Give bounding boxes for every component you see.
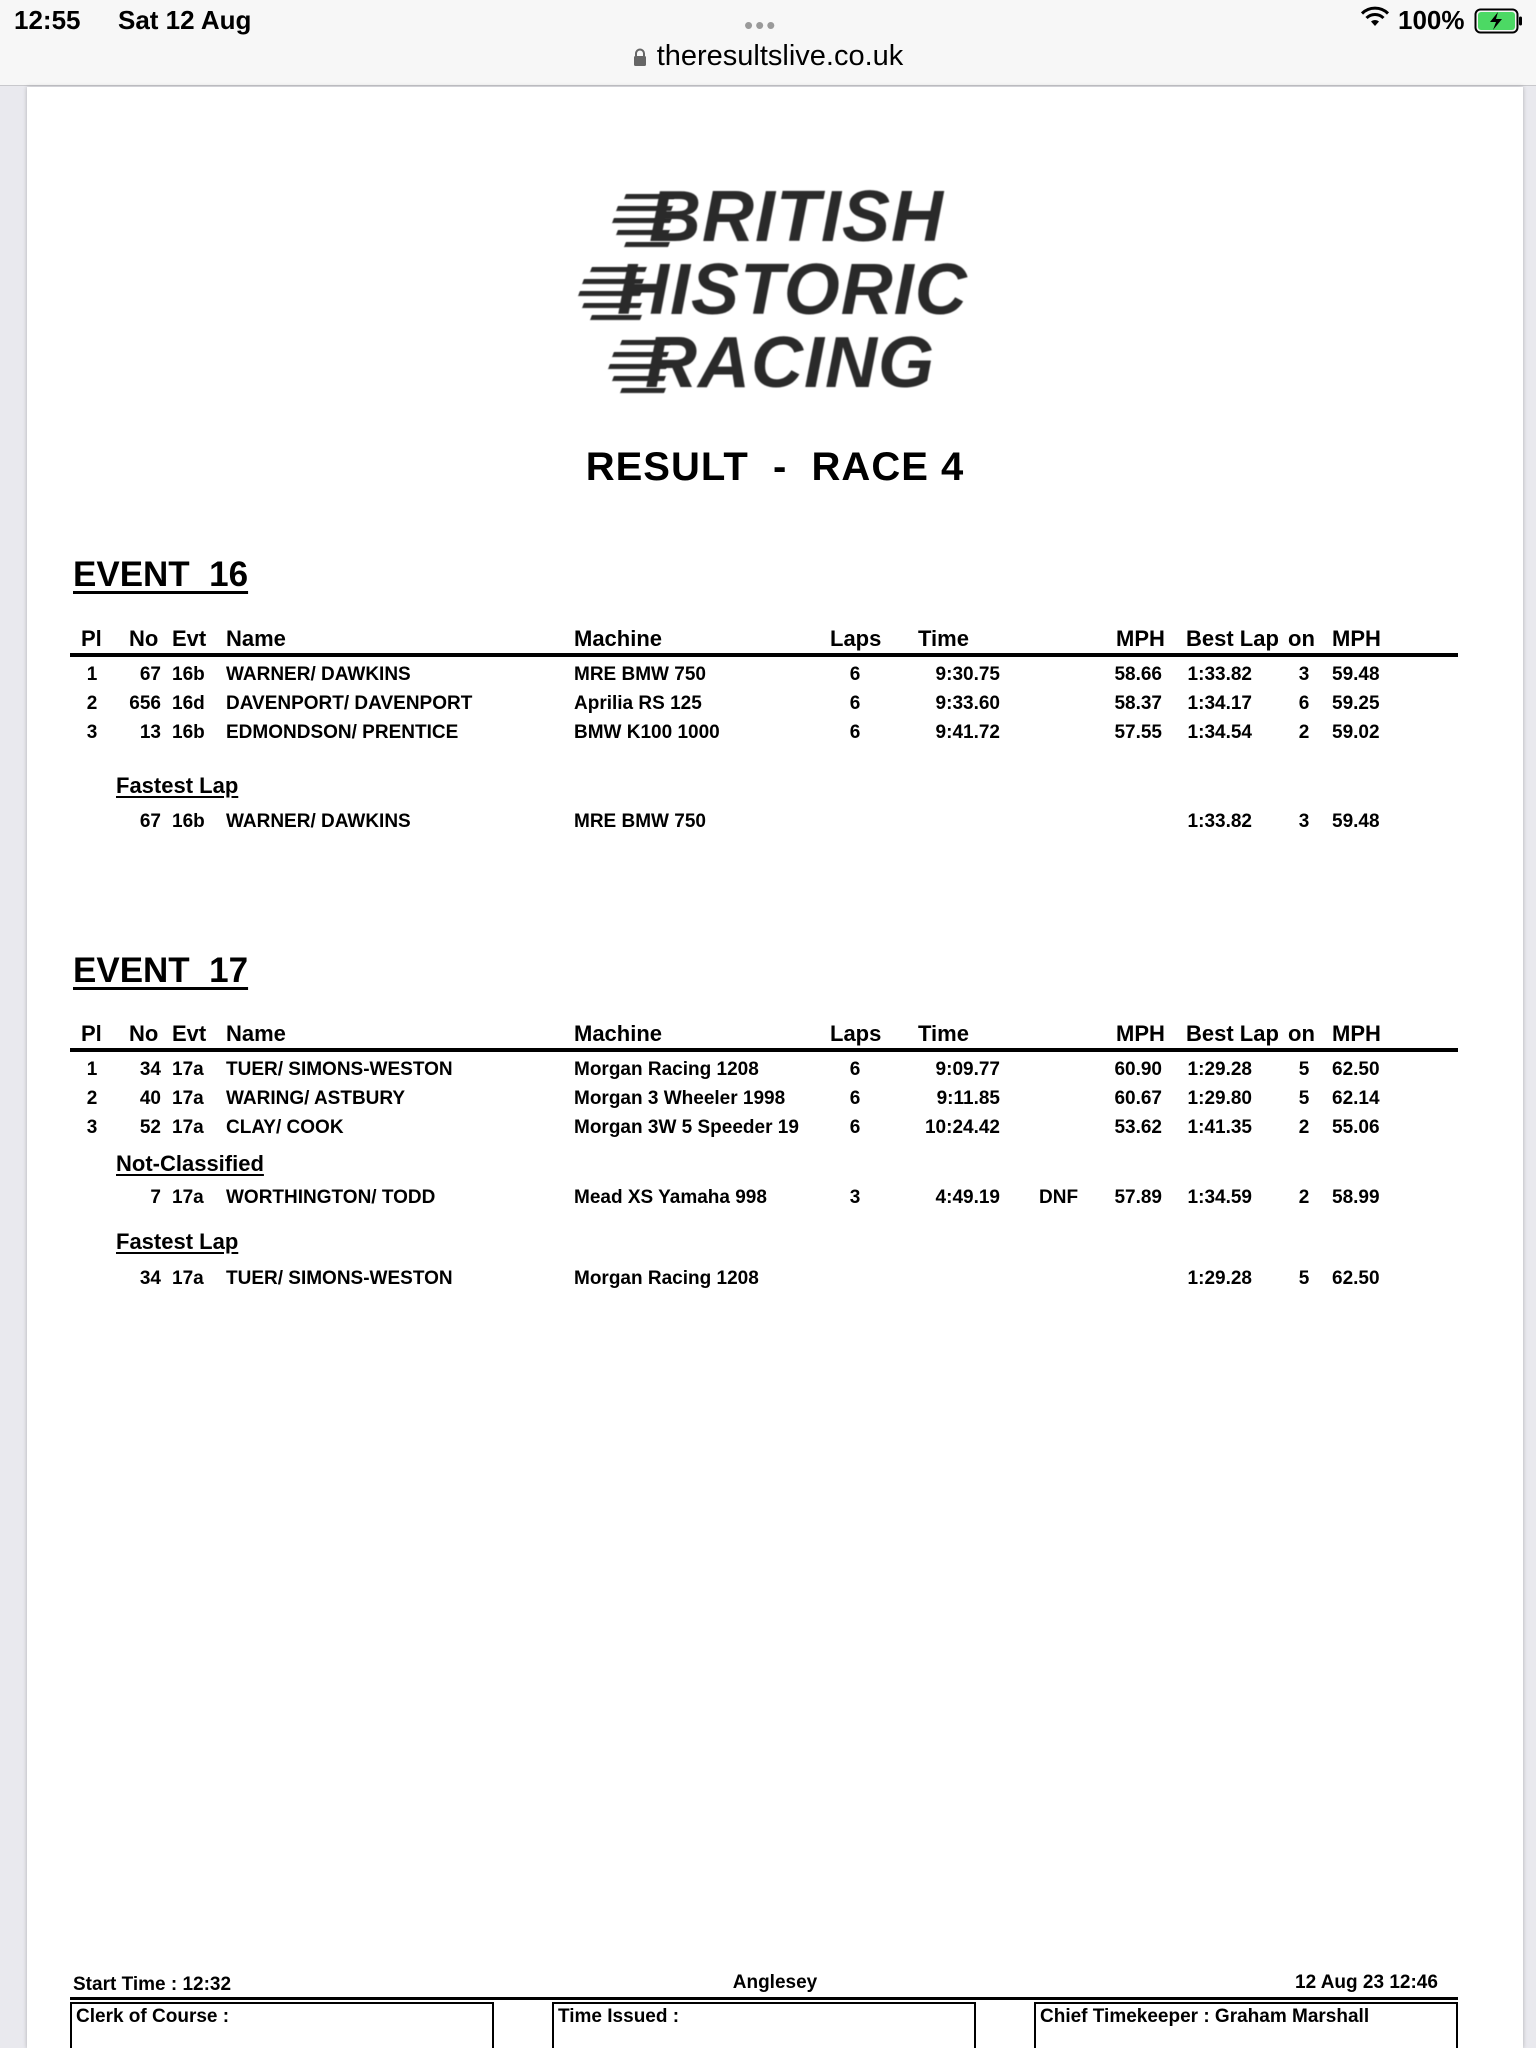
cell-no: 656 xyxy=(129,693,161,714)
cell-name: TUER/ SIMONS-WESTON xyxy=(226,1268,453,1289)
cell-best-lap: 1:33.82 xyxy=(1187,811,1252,832)
cell-laps: 6 xyxy=(849,664,861,685)
cell-no: 40 xyxy=(139,1088,161,1109)
cell-name: TUER/ SIMONS-WESTON xyxy=(226,1059,453,1080)
cell-evt: 17a xyxy=(172,1059,204,1080)
col-best-lap: Best Lap xyxy=(1186,626,1279,651)
cell-laps: 3 xyxy=(849,1187,861,1208)
cell-on: 5 xyxy=(1298,1088,1310,1109)
cell-best-mph: 62.14 xyxy=(1332,1088,1380,1109)
cell-best-lap: 1:34.59 xyxy=(1187,1187,1252,1208)
cell-machine: Morgan 3W 5 Speeder 19 xyxy=(574,1117,799,1138)
status-bar xyxy=(0,0,1536,86)
col-on: on xyxy=(1288,626,1315,651)
cell-laps: 6 xyxy=(849,722,861,743)
cell-no: 67 xyxy=(139,664,161,685)
cell-pl: 3 xyxy=(86,1117,98,1138)
cell-on: 2 xyxy=(1298,722,1310,743)
col-name: Name xyxy=(226,626,286,651)
cell-evt: 17a xyxy=(172,1088,204,1109)
cell-laps: 6 xyxy=(849,693,861,714)
cell-mph: 60.67 xyxy=(1114,1088,1162,1109)
british-historic-racing-logo: BRITISH HISTORIC RACING xyxy=(577,182,977,397)
cell-best-mph: 55.06 xyxy=(1332,1117,1380,1138)
cell-pl: 2 xyxy=(86,693,98,714)
time-issued-box xyxy=(552,2002,976,2048)
cell-laps: 6 xyxy=(849,1088,861,1109)
page-title: RESULT - RACE 4 xyxy=(585,445,965,489)
col-machine: Machine xyxy=(574,626,663,651)
cell-best-mph: 58.99 xyxy=(1332,1187,1380,1208)
cell-no: 7 xyxy=(150,1187,161,1208)
col-machine: Machine xyxy=(574,1021,663,1046)
cell-mph: 60.90 xyxy=(1114,1059,1162,1080)
cell-best-lap: 1:29.80 xyxy=(1187,1088,1252,1109)
cell-best-lap: 1:33.82 xyxy=(1187,664,1252,685)
cell-evt: 17a xyxy=(172,1187,204,1208)
cell-mph: 58.66 xyxy=(1114,664,1162,685)
multitasking-dots-icon[interactable]: ••• xyxy=(744,10,778,40)
wifi-icon xyxy=(1360,6,1390,33)
cell-no: 13 xyxy=(139,722,161,743)
col-pl: Pl xyxy=(81,1021,102,1046)
cell-name: EDMONDSON/ PRENTICE xyxy=(226,722,459,743)
cell-machine: Morgan 3 Wheeler 1998 xyxy=(574,1088,786,1109)
cell-time: 9:33.60 xyxy=(935,693,1000,714)
cell-best-lap: 1:34.54 xyxy=(1187,722,1252,743)
cell-laps: 6 xyxy=(849,1059,861,1080)
cell-no: 34 xyxy=(139,1268,161,1289)
footer-rule xyxy=(70,1997,1458,2000)
col-laps: Laps xyxy=(830,1021,882,1046)
cell-machine: MRE BMW 750 xyxy=(574,664,706,685)
cell-machine: MRE BMW 750 xyxy=(574,811,706,832)
status-date: Sat 12 Aug xyxy=(118,5,252,35)
cell-best-lap: 1:29.28 xyxy=(1187,1268,1252,1289)
cell-mph: 53.62 xyxy=(1114,1117,1162,1138)
col-mph: MPH xyxy=(1116,626,1165,651)
cell-machine: BMW K100 1000 xyxy=(574,722,720,743)
col-best-lap: Best Lap xyxy=(1186,1021,1279,1046)
col-name: Name xyxy=(226,1021,286,1046)
col-laps: Laps xyxy=(830,626,882,651)
col-time: Time xyxy=(918,1021,969,1046)
col-pl: Pl xyxy=(81,626,102,651)
cell-time: 4:49.19 xyxy=(935,1187,1000,1208)
cell-best-lap: 1:29.28 xyxy=(1187,1059,1252,1080)
cell-pl: 1 xyxy=(86,1059,98,1080)
cell-evt: 16d xyxy=(172,693,205,714)
col-evt: Evt xyxy=(172,626,207,651)
cell-best-mph: 62.50 xyxy=(1332,1268,1380,1289)
event-17-heading: EVENT 17 xyxy=(73,951,249,990)
cell-machine: Morgan Racing 1208 xyxy=(574,1059,759,1080)
cell-evt: 17a xyxy=(172,1268,204,1289)
col-no: No xyxy=(129,1021,159,1046)
battery-charging-icon xyxy=(1474,8,1524,39)
cell-on: 2 xyxy=(1298,1187,1310,1208)
cell-time: 9:11.85 xyxy=(936,1088,1000,1109)
url-text: theresultslive.co.uk xyxy=(656,40,904,72)
cell-pl: 2 xyxy=(86,1088,98,1109)
cell-name: WORTHINGTON/ TODD xyxy=(226,1187,436,1208)
cell-best-lap: 1:34.17 xyxy=(1187,693,1252,714)
cell-pl: 1 xyxy=(86,664,98,685)
col-evt: Evt xyxy=(172,1021,207,1046)
header-rule xyxy=(70,653,1458,657)
cell-laps: 6 xyxy=(849,1117,861,1138)
cell-mph: 57.89 xyxy=(1114,1187,1162,1208)
col-no: No xyxy=(129,626,159,651)
start-time: Start Time : 12:32 xyxy=(73,1974,232,1995)
event-17-fastest-lap-heading: Fastest Lap xyxy=(116,1229,239,1254)
cell-evt: 17a xyxy=(172,1117,204,1138)
cell-name: WARNER/ DAWKINS xyxy=(226,664,411,685)
cell-best-mph: 59.48 xyxy=(1332,811,1380,832)
cell-best-mph: 59.48 xyxy=(1332,664,1380,685)
cell-name: WARING/ ASTBURY xyxy=(226,1088,406,1109)
cell-evt: 16b xyxy=(172,664,205,685)
cell-on: 6 xyxy=(1298,693,1310,714)
cell-on: 3 xyxy=(1298,811,1310,832)
cell-evt: 16b xyxy=(172,722,205,743)
not-classified-heading: Not-Classified xyxy=(116,1151,264,1176)
cell-machine: Morgan Racing 1208 xyxy=(574,1268,759,1289)
lock-icon xyxy=(633,48,647,66)
event-16-heading: EVENT 16 xyxy=(73,555,249,594)
cell-name: DAVENPORT/ DAVENPORT xyxy=(226,693,473,714)
col-mph: MPH xyxy=(1116,1021,1165,1046)
cell-machine: Mead XS Yamaha 998 xyxy=(574,1187,767,1208)
cell-on: 3 xyxy=(1298,664,1310,685)
cell-pl: 3 xyxy=(86,722,98,743)
chief-timekeeper-label: Chief Timekeeper : Graham Marshall xyxy=(1040,2006,1370,2027)
event-16-fastest-lap-heading: Fastest Lap xyxy=(116,773,239,798)
cell-best-mph: 59.02 xyxy=(1332,722,1380,743)
cell-best-mph: 59.25 xyxy=(1332,693,1380,714)
cell-no: 34 xyxy=(139,1059,161,1080)
clerk-of-course-box xyxy=(70,2002,494,2048)
clerk-of-course-label: Clerk of Course : xyxy=(76,2006,230,2027)
cell-mph: 58.37 xyxy=(1114,693,1162,714)
issue-date-time: 12 Aug 23 12:46 xyxy=(1295,1972,1438,1993)
col-best-mph: MPH xyxy=(1332,626,1381,651)
time-issued-label: Time Issued : xyxy=(558,2006,680,2027)
chief-timekeeper-box xyxy=(1034,2002,1458,2048)
results-document xyxy=(27,87,1523,2048)
cell-no: 52 xyxy=(139,1117,161,1138)
status-time: 12:55 xyxy=(14,5,81,35)
cell-machine: Aprilia RS 125 xyxy=(574,693,702,714)
cell-time: 9:41.72 xyxy=(935,722,1000,743)
cell-name: WARNER/ DAWKINS xyxy=(226,811,411,832)
cell-evt: 16b xyxy=(172,811,205,832)
cell-best-mph: 62.50 xyxy=(1332,1059,1380,1080)
battery-percent: 100% xyxy=(1398,5,1465,35)
address-bar[interactable] xyxy=(0,40,1536,73)
cell-no: 67 xyxy=(139,811,161,832)
header-rule xyxy=(70,1048,1458,1052)
cell-on: 5 xyxy=(1298,1059,1310,1080)
cell-name: CLAY/ COOK xyxy=(226,1117,344,1138)
cell-on: 5 xyxy=(1298,1268,1310,1289)
cell-time: 9:09.77 xyxy=(935,1059,1000,1080)
cell-status: DNF xyxy=(1039,1187,1079,1208)
cell-time: 9:30.75 xyxy=(935,664,1000,685)
col-best-mph: MPH xyxy=(1332,1021,1381,1046)
cell-on: 2 xyxy=(1298,1117,1310,1138)
cell-mph: 57.55 xyxy=(1114,722,1162,743)
col-on: on xyxy=(1288,1021,1315,1046)
col-time: Time xyxy=(918,626,969,651)
cell-best-lap: 1:41.35 xyxy=(1187,1117,1252,1138)
cell-time: 10:24.42 xyxy=(924,1117,1000,1138)
venue: Anglesey xyxy=(732,1972,818,1993)
